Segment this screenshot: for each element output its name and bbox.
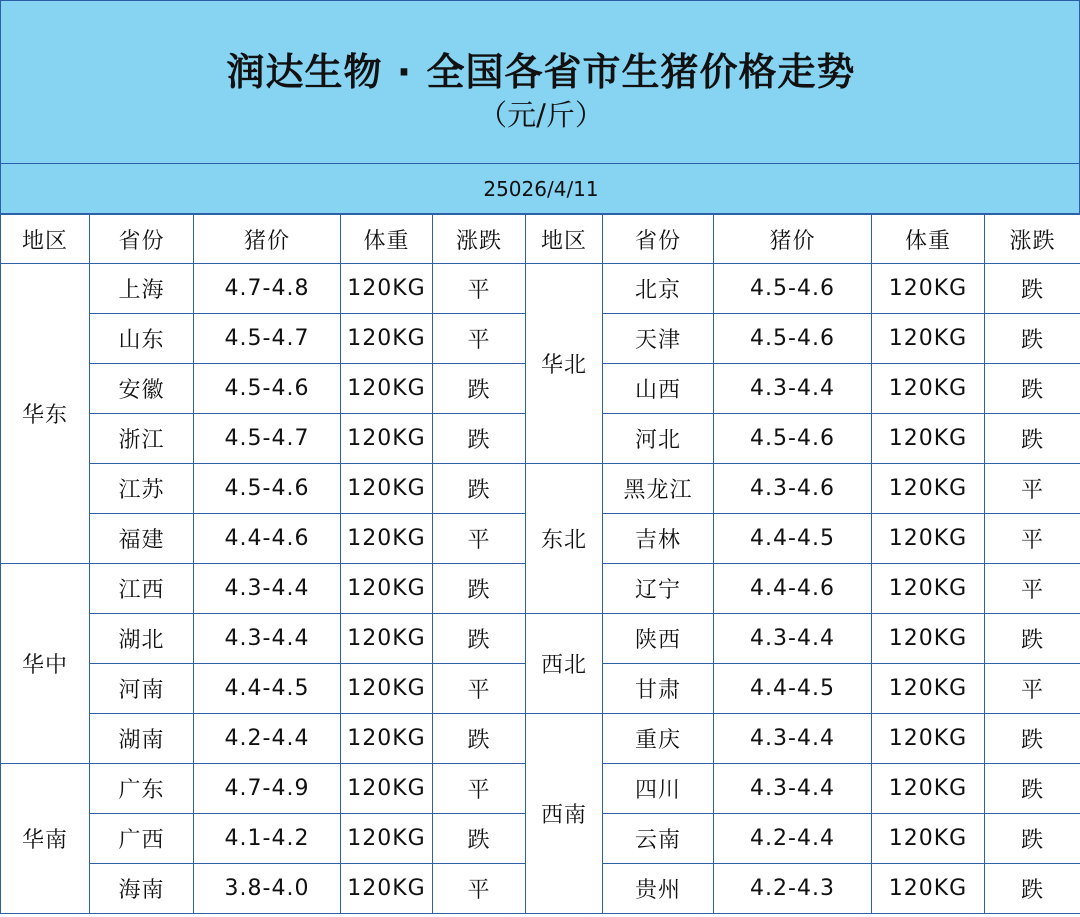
change-cell: 平 bbox=[433, 664, 526, 714]
price-cell: 4.4-4.6 bbox=[714, 564, 872, 614]
price-cell: 4.4-4.5 bbox=[194, 664, 341, 714]
province-cell: 天津 bbox=[603, 314, 714, 364]
table-header-row bbox=[1, 215, 1080, 264]
region-cell: 西北 bbox=[526, 614, 603, 714]
change-cell: 平 bbox=[433, 264, 526, 314]
province-cell: 重庆 bbox=[603, 714, 714, 764]
price-cell: 4.3-4.4 bbox=[194, 564, 341, 614]
col-header-province-right: 省份 bbox=[603, 215, 714, 264]
weight-cell: 120KG bbox=[341, 364, 433, 414]
price-cell: 4.1-4.2 bbox=[194, 814, 341, 864]
province-cell: 湖北 bbox=[90, 614, 194, 664]
price-cell: 4.5-4.7 bbox=[194, 314, 341, 364]
province-cell: 浙江 bbox=[90, 414, 194, 464]
price-table bbox=[0, 214, 1080, 914]
price-cell: 4.5-4.6 bbox=[714, 264, 872, 314]
change-cell: 平 bbox=[985, 464, 1080, 514]
price-cell: 4.2-4.4 bbox=[714, 814, 872, 864]
change-cell: 平 bbox=[985, 664, 1080, 714]
change-cell: 跌 bbox=[433, 714, 526, 764]
price-cell: 4.3-4.4 bbox=[714, 764, 872, 814]
weight-cell: 120KG bbox=[872, 664, 985, 714]
page-title: 润达生物 · 全国各省市生猪价格走势 bbox=[226, 50, 856, 94]
price-cell: 4.2-4.3 bbox=[714, 864, 872, 914]
region-cell: 华北 bbox=[526, 264, 603, 464]
col-header-price-right: 猪价 bbox=[714, 215, 872, 264]
table-row bbox=[1, 464, 1080, 514]
region-cell: 华东 bbox=[1, 264, 90, 564]
price-cell: 4.4-4.5 bbox=[714, 664, 872, 714]
weight-cell: 120KG bbox=[341, 764, 433, 814]
report-date: 25026/4/11 bbox=[483, 177, 599, 201]
weight-cell: 120KG bbox=[872, 614, 985, 664]
price-cell: 4.3-4.4 bbox=[194, 614, 341, 664]
province-cell: 吉林 bbox=[603, 514, 714, 564]
weight-cell: 120KG bbox=[872, 364, 985, 414]
weight-cell: 120KG bbox=[341, 464, 433, 514]
price-cell: 4.7-4.8 bbox=[194, 264, 341, 314]
weight-cell: 120KG bbox=[872, 464, 985, 514]
price-unit: （元/斤） bbox=[478, 98, 604, 132]
province-cell: 广西 bbox=[90, 814, 194, 864]
date-banner bbox=[0, 164, 1080, 214]
change-cell: 平 bbox=[985, 514, 1080, 564]
change-cell: 平 bbox=[433, 514, 526, 564]
change-cell: 跌 bbox=[433, 814, 526, 864]
change-cell: 跌 bbox=[985, 414, 1080, 464]
weight-cell: 120KG bbox=[341, 414, 433, 464]
province-cell: 黑龙江 bbox=[603, 464, 714, 514]
change-cell: 平 bbox=[433, 764, 526, 814]
weight-cell: 120KG bbox=[872, 714, 985, 764]
table-row bbox=[1, 264, 1080, 314]
price-cell: 4.5-4.6 bbox=[194, 464, 341, 514]
change-cell: 跌 bbox=[985, 764, 1080, 814]
province-cell: 江苏 bbox=[90, 464, 194, 514]
weight-cell: 120KG bbox=[872, 764, 985, 814]
weight-cell: 120KG bbox=[872, 864, 985, 914]
price-cell: 4.3-4.4 bbox=[714, 614, 872, 664]
price-cell: 4.3-4.4 bbox=[714, 364, 872, 414]
col-header-change-left: 涨跌 bbox=[433, 215, 526, 264]
weight-cell: 120KG bbox=[341, 714, 433, 764]
province-cell: 北京 bbox=[603, 264, 714, 314]
weight-cell: 120KG bbox=[341, 264, 433, 314]
change-cell: 跌 bbox=[985, 864, 1080, 914]
change-cell: 跌 bbox=[433, 564, 526, 614]
region-cell: 西南 bbox=[526, 714, 603, 914]
price-cell: 4.3-4.4 bbox=[714, 714, 872, 764]
col-header-weight-right: 体重 bbox=[872, 215, 985, 264]
price-cell: 4.5-4.6 bbox=[194, 364, 341, 414]
weight-cell: 120KG bbox=[341, 864, 433, 914]
province-cell: 广东 bbox=[90, 764, 194, 814]
province-cell: 海南 bbox=[90, 864, 194, 914]
province-cell: 河南 bbox=[90, 664, 194, 714]
price-cell: 4.7-4.9 bbox=[194, 764, 341, 814]
province-cell: 江西 bbox=[90, 564, 194, 614]
province-cell: 山西 bbox=[603, 364, 714, 414]
province-cell: 河北 bbox=[603, 414, 714, 464]
price-cell: 4.5-4.6 bbox=[714, 314, 872, 364]
weight-cell: 120KG bbox=[872, 814, 985, 864]
price-cell: 4.2-4.4 bbox=[194, 714, 341, 764]
province-cell: 云南 bbox=[603, 814, 714, 864]
table-body bbox=[1, 264, 1080, 914]
weight-cell: 120KG bbox=[341, 564, 433, 614]
region-cell: 华中 bbox=[1, 564, 90, 764]
province-cell: 贵州 bbox=[603, 864, 714, 914]
change-cell: 平 bbox=[985, 564, 1080, 614]
weight-cell: 120KG bbox=[872, 414, 985, 464]
price-cell: 3.8-4.0 bbox=[194, 864, 341, 914]
weight-cell: 120KG bbox=[341, 814, 433, 864]
title-banner bbox=[0, 0, 1080, 164]
change-cell: 跌 bbox=[985, 814, 1080, 864]
province-cell: 上海 bbox=[90, 264, 194, 314]
weight-cell: 120KG bbox=[341, 664, 433, 714]
province-cell: 甘肃 bbox=[603, 664, 714, 714]
weight-cell: 120KG bbox=[872, 314, 985, 364]
col-header-price-left: 猪价 bbox=[194, 215, 341, 264]
weight-cell: 120KG bbox=[872, 514, 985, 564]
weight-cell: 120KG bbox=[872, 564, 985, 614]
change-cell: 跌 bbox=[985, 314, 1080, 364]
weight-cell: 120KG bbox=[341, 514, 433, 564]
change-cell: 跌 bbox=[433, 464, 526, 514]
province-cell: 四川 bbox=[603, 764, 714, 814]
province-cell: 山东 bbox=[90, 314, 194, 364]
col-header-province-left: 省份 bbox=[90, 215, 194, 264]
change-cell: 跌 bbox=[985, 264, 1080, 314]
province-cell: 福建 bbox=[90, 514, 194, 564]
change-cell: 跌 bbox=[433, 614, 526, 664]
change-cell: 跌 bbox=[985, 614, 1080, 664]
price-cell: 4.5-4.7 bbox=[194, 414, 341, 464]
change-cell: 跌 bbox=[433, 414, 526, 464]
province-cell: 陕西 bbox=[603, 614, 714, 664]
change-cell: 跌 bbox=[433, 364, 526, 414]
col-header-region-right: 地区 bbox=[526, 215, 603, 264]
region-cell: 华南 bbox=[1, 764, 90, 914]
weight-cell: 120KG bbox=[341, 314, 433, 364]
col-header-weight-left: 体重 bbox=[341, 215, 433, 264]
weight-cell: 120KG bbox=[872, 264, 985, 314]
col-header-change-right: 涨跌 bbox=[985, 215, 1080, 264]
price-cell: 4.4-4.5 bbox=[714, 514, 872, 564]
province-cell: 湖南 bbox=[90, 714, 194, 764]
change-cell: 平 bbox=[433, 314, 526, 364]
price-cell: 4.3-4.6 bbox=[714, 464, 872, 514]
table-row bbox=[1, 614, 1080, 664]
price-cell: 4.5-4.6 bbox=[714, 414, 872, 464]
province-cell: 辽宁 bbox=[603, 564, 714, 614]
change-cell: 跌 bbox=[985, 714, 1080, 764]
region-cell: 东北 bbox=[526, 464, 603, 614]
table-row bbox=[1, 714, 1080, 764]
col-header-region-left: 地区 bbox=[1, 215, 90, 264]
change-cell: 跌 bbox=[985, 364, 1080, 414]
price-cell: 4.4-4.6 bbox=[194, 514, 341, 564]
weight-cell: 120KG bbox=[341, 614, 433, 664]
province-cell: 安徽 bbox=[90, 364, 194, 414]
change-cell: 平 bbox=[433, 864, 526, 914]
